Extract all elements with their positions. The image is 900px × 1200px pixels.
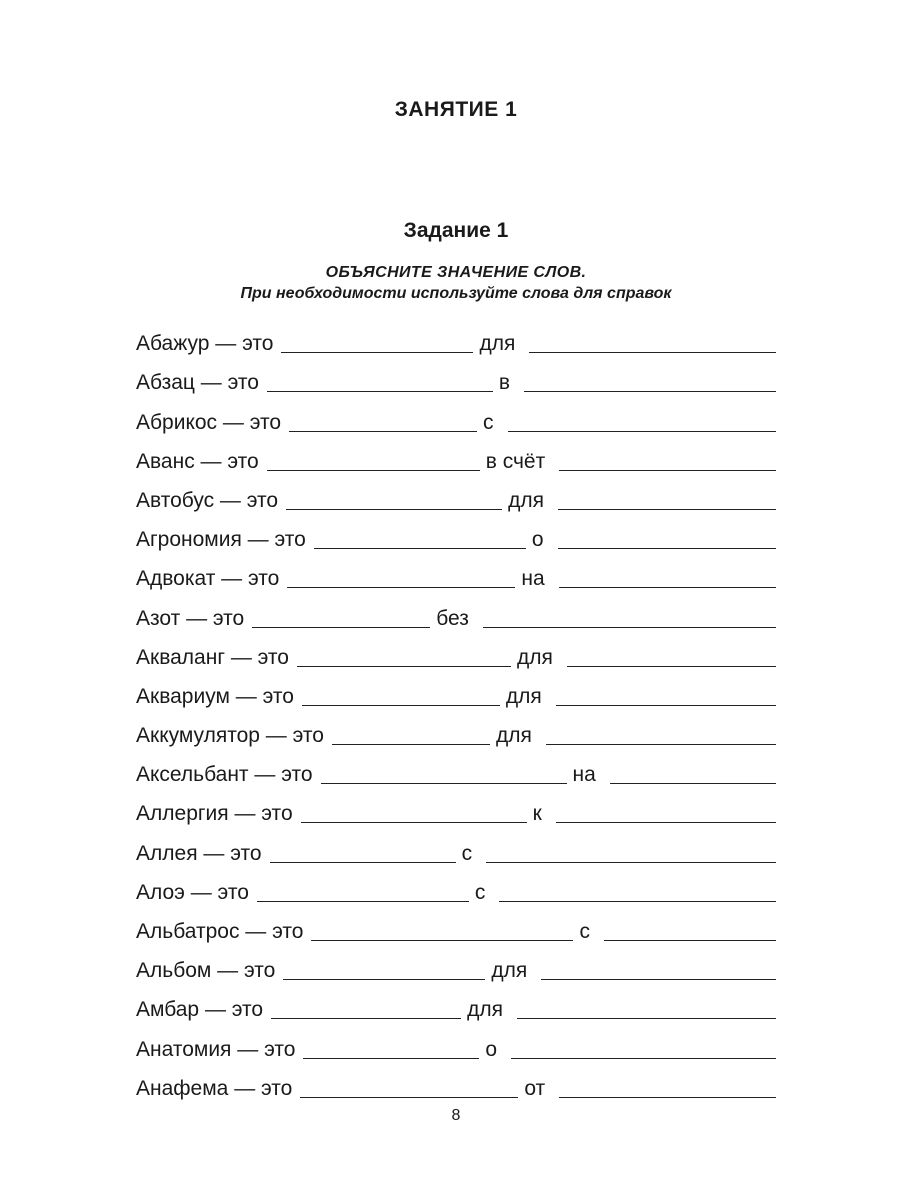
preposition-label: о: [485, 1037, 498, 1061]
answer-blank[interactable]: [556, 705, 776, 706]
definition-row: [136, 436, 776, 475]
preposition-label: к: [532, 802, 542, 826]
answer-blank[interactable]: [541, 979, 776, 980]
term-label: Аллея — это: [136, 841, 262, 865]
term-label: Адвокат — это: [136, 567, 280, 591]
preposition-label: в счёт: [485, 449, 546, 473]
answer-blank[interactable]: [286, 509, 502, 510]
answer-blank[interactable]: [558, 548, 776, 549]
definition-row: [136, 671, 776, 710]
term-label: Автобус — это: [136, 488, 279, 512]
answer-blank[interactable]: [302, 705, 500, 706]
preposition-label: для: [505, 684, 542, 708]
definition-row: [136, 318, 776, 357]
term-label: Акваланг — это: [136, 645, 289, 669]
preposition-label: для: [516, 645, 553, 669]
task-title: Задание 1: [403, 219, 509, 242]
definition-row: [136, 710, 776, 749]
answer-blank[interactable]: [558, 509, 776, 510]
definition-row: [136, 906, 776, 945]
definition-row: [136, 357, 776, 396]
answer-blank[interactable]: [257, 901, 469, 902]
term-label: Анатомия — это: [136, 1037, 296, 1061]
answer-blank[interactable]: [311, 940, 573, 941]
preposition-label: с: [474, 880, 486, 904]
preposition-label: для: [508, 488, 544, 512]
term-label: Альбатрос — это: [136, 920, 304, 943]
preposition-label: в: [498, 371, 511, 395]
term-label: Абажур — это: [136, 332, 274, 356]
answer-blank[interactable]: [271, 1018, 461, 1019]
answer-blank[interactable]: [303, 1058, 479, 1059]
preposition-label: с: [579, 920, 590, 943]
term-label: Амбар — это: [136, 998, 264, 1022]
definition-row: [136, 553, 776, 592]
preposition-label: на: [572, 763, 596, 787]
term-label: Аванс — это: [136, 449, 259, 473]
answer-blank[interactable]: [559, 587, 776, 588]
definitions-list: [136, 318, 776, 1102]
answer-blank[interactable]: [508, 431, 776, 432]
definition-row: [136, 1023, 776, 1062]
term-label: Абрикос — это: [136, 410, 282, 434]
answer-blank[interactable]: [529, 352, 776, 353]
answer-blank[interactable]: [252, 627, 430, 628]
term-label: Алоэ — это: [136, 880, 249, 904]
preposition-label: с: [483, 410, 494, 434]
answer-blank[interactable]: [604, 940, 776, 941]
definition-row: [136, 827, 776, 866]
answer-blank[interactable]: [283, 979, 485, 980]
answer-blank[interactable]: [610, 783, 776, 784]
answer-blank[interactable]: [321, 783, 567, 784]
term-label: Агрономия — это: [136, 528, 306, 552]
definition-row: [136, 788, 776, 827]
answer-blank[interactable]: [297, 666, 511, 667]
definition-row: [136, 514, 776, 553]
answer-blank[interactable]: [486, 862, 776, 863]
definition-row: [136, 945, 776, 984]
answer-blank[interactable]: [517, 1018, 776, 1019]
page-number: 8: [451, 1107, 461, 1124]
answer-blank[interactable]: [289, 431, 477, 432]
answer-blank[interactable]: [499, 901, 776, 902]
answer-blank[interactable]: [556, 822, 776, 823]
preposition-label: для: [467, 998, 503, 1022]
term-label: Азот — это: [136, 606, 245, 630]
preposition-label: для: [479, 332, 516, 356]
preposition-label: без: [436, 606, 469, 630]
answer-blank[interactable]: [281, 352, 473, 353]
answer-blank[interactable]: [301, 822, 527, 823]
lesson-title: ЗАНЯТИЕ 1: [394, 98, 518, 121]
term-label: Аксельбант — это: [136, 763, 313, 787]
definition-row: [136, 749, 776, 788]
answer-blank[interactable]: [314, 548, 526, 549]
term-label: Альбом — это: [136, 959, 276, 983]
answer-blank[interactable]: [270, 862, 456, 863]
definition-row: [136, 592, 776, 631]
preposition-label: о: [531, 528, 544, 552]
term-label: Анафема — это: [136, 1076, 293, 1100]
definition-row: [136, 475, 776, 514]
term-label: Аквариум — это: [136, 684, 294, 708]
answer-blank[interactable]: [267, 391, 493, 392]
answer-blank[interactable]: [267, 470, 480, 471]
answer-blank[interactable]: [546, 744, 776, 745]
term-label: Абзац — это: [136, 371, 259, 395]
preposition-label: на: [521, 567, 545, 591]
task-instructions: [0, 262, 900, 304]
definition-row: [136, 396, 776, 435]
answer-blank[interactable]: [524, 391, 776, 392]
answer-blank[interactable]: [287, 587, 515, 588]
preposition-label: с: [461, 841, 473, 865]
definition-row: [136, 984, 776, 1023]
preposition-label: для: [491, 959, 528, 983]
definition-row: [136, 1063, 776, 1102]
instruction-line-2: При необходимости используйте слова для справок: [240, 285, 672, 302]
answer-blank[interactable]: [332, 744, 490, 745]
definition-row: [136, 632, 776, 671]
answer-blank[interactable]: [567, 666, 776, 667]
answer-blank[interactable]: [511, 1058, 776, 1059]
answer-blank[interactable]: [559, 470, 776, 471]
definition-row: [136, 867, 776, 906]
answer-blank[interactable]: [483, 627, 776, 628]
term-label: Аккумулятор — это: [136, 724, 324, 748]
instruction-line-1: ОБЪЯСНИТЕ ЗНАЧЕНИЕ СЛОВ.: [325, 264, 587, 281]
term-label: Аллергия — это: [136, 802, 293, 826]
preposition-label: от: [524, 1076, 546, 1100]
answer-blank[interactable]: [300, 1097, 518, 1098]
preposition-label: для: [495, 724, 532, 748]
answer-blank[interactable]: [559, 1097, 776, 1098]
